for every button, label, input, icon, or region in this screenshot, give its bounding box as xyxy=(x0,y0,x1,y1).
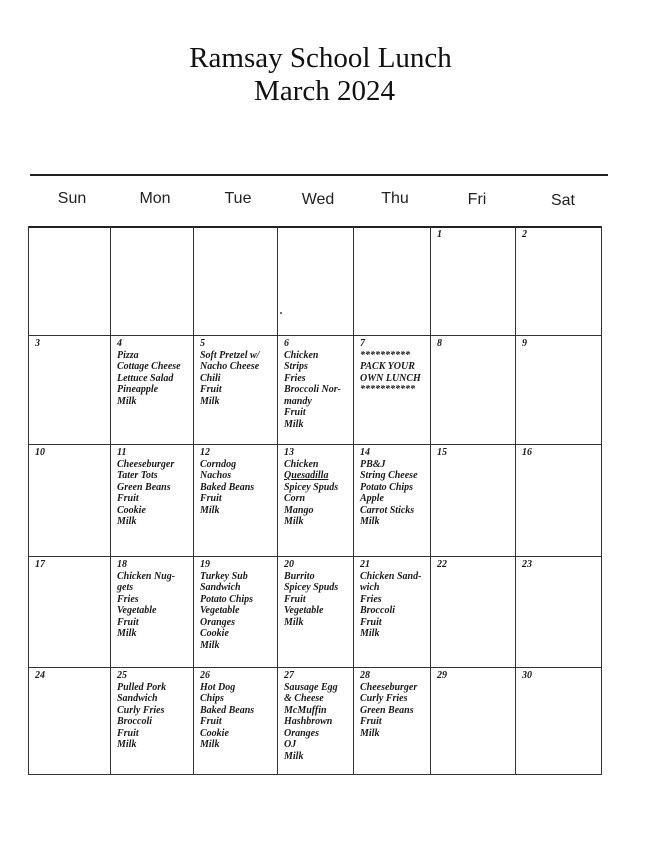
menu-item: Broccoli xyxy=(117,716,152,727)
menu-item: Burrito xyxy=(284,570,315,582)
day-cell xyxy=(522,229,599,241)
day-number: 17 xyxy=(35,559,45,570)
day-number: 5 xyxy=(200,338,205,349)
menu-item: McMuffin xyxy=(284,704,327,716)
menu-item: Chicken Sand- xyxy=(360,570,422,582)
day-number: 18 xyxy=(117,559,127,570)
menu-item: Milk xyxy=(117,395,137,407)
day-cell xyxy=(522,670,599,682)
menu-item: Chicken xyxy=(284,458,319,470)
day-cell xyxy=(200,670,275,751)
menu-item: Chicken xyxy=(284,349,319,361)
menu-item: Fruit xyxy=(117,493,139,504)
page-subtitle: March 2024 xyxy=(254,75,395,107)
menu-item: Pineapple xyxy=(117,384,159,395)
menu-item: Mango xyxy=(284,504,314,516)
menu-item: Turkey Sub xyxy=(200,570,248,582)
day-number: 9 xyxy=(522,338,527,349)
day-number: 4 xyxy=(117,338,122,349)
day-number: 23 xyxy=(522,559,532,570)
menu-item: Fruit xyxy=(117,727,139,739)
weekday-header-tue: Tue xyxy=(224,190,252,207)
menu-item: wich xyxy=(360,582,380,593)
day-number: 3 xyxy=(35,338,40,349)
day-number: 1 xyxy=(437,229,442,240)
menu-item: Cottage Cheese xyxy=(117,361,181,372)
menu-item: Fruit xyxy=(117,616,139,628)
menu-item: Sandwich xyxy=(117,693,158,704)
grid-column-line xyxy=(430,226,431,774)
menu-item: Milk xyxy=(200,395,220,407)
menu-item: Hot Dog xyxy=(200,681,236,693)
day-number: 12 xyxy=(200,447,210,458)
day-cell xyxy=(284,447,351,528)
day-number: 22 xyxy=(437,559,447,570)
day-cell xyxy=(35,559,108,571)
menu-item: Corn xyxy=(284,493,306,504)
menu-item: Milk xyxy=(360,727,380,739)
menu-item: Spicey Spuds xyxy=(284,582,339,593)
day-number: 2 xyxy=(522,229,527,240)
day-number: 10 xyxy=(35,447,45,458)
day-cell xyxy=(200,559,275,651)
menu-item: Fruit xyxy=(284,407,306,418)
menu-item: Sausage Egg xyxy=(284,681,338,693)
menu-item: Vegetable xyxy=(117,605,157,616)
menu-item: Apple xyxy=(360,493,384,504)
menu-item: Milk xyxy=(117,739,137,750)
menu-item: mandy xyxy=(284,395,312,407)
day-number: 28 xyxy=(360,670,370,681)
menu-item: Vegetable xyxy=(200,605,240,616)
day-number: 25 xyxy=(117,670,127,681)
menu-item: Carrot Sticks xyxy=(360,504,415,516)
menu-item: Tater Tots xyxy=(117,470,158,481)
day-number: 13 xyxy=(284,447,294,458)
grid-column-line xyxy=(28,226,29,774)
menu-item: Curly Fries xyxy=(117,704,165,716)
menu-item: Milk xyxy=(200,504,220,516)
day-cell xyxy=(35,447,108,459)
day-cell xyxy=(117,447,191,528)
weekday-header-sun: Sun xyxy=(57,190,87,207)
menu-item: Milk xyxy=(284,750,304,762)
menu-item: Cheeseburger xyxy=(360,681,418,693)
day-number: 8 xyxy=(437,338,442,349)
menu-item: & Cheese xyxy=(284,693,324,704)
menu-item: Oranges xyxy=(284,727,320,739)
menu-item: Milk xyxy=(117,628,137,639)
day-number: 7 xyxy=(360,338,365,349)
menu-item: Milk xyxy=(360,628,380,639)
stray-mark xyxy=(280,312,282,314)
weekday-header-fri: Fri xyxy=(467,191,487,208)
menu-item: Spicey Spuds xyxy=(284,481,339,493)
menu-item: PB&J xyxy=(360,458,386,470)
day-number: 21 xyxy=(360,559,370,570)
day-cell xyxy=(284,670,351,762)
menu-item: Vegetable xyxy=(284,605,324,616)
menu-item: Fruit xyxy=(200,384,222,395)
grid-column-line xyxy=(193,226,194,774)
day-cell xyxy=(200,447,275,516)
menu-item: Baked Beans xyxy=(200,704,255,716)
day-cell xyxy=(437,670,513,682)
menu-item: Cheeseburger xyxy=(117,458,175,470)
menu-item: ********** xyxy=(360,349,410,361)
menu-item: Fruit xyxy=(284,593,306,605)
day-number: 20 xyxy=(284,559,294,570)
day-number: 29 xyxy=(437,670,447,681)
grid-column-line xyxy=(353,226,354,774)
day-cell xyxy=(437,559,513,571)
day-number: 16 xyxy=(522,447,532,458)
grid-column-line xyxy=(110,226,111,774)
day-cell xyxy=(437,338,513,350)
day-number: 30 xyxy=(522,670,532,681)
menu-item: Fries xyxy=(284,372,306,384)
menu-item: Pizza xyxy=(117,349,139,361)
menu-item: OJ xyxy=(284,739,297,750)
menu-item: OWN LUNCH xyxy=(360,372,421,384)
day-cell xyxy=(200,338,275,407)
menu-item: Chili xyxy=(200,372,221,384)
menu-item: Green Beans xyxy=(360,704,414,716)
menu-item: Milk xyxy=(117,516,137,527)
day-cell xyxy=(360,670,428,739)
day-number: 15 xyxy=(437,447,447,458)
menu-item: Milk xyxy=(200,739,220,750)
day-cell xyxy=(437,447,513,459)
grid-column-line xyxy=(277,226,278,774)
day-number: 27 xyxy=(284,670,294,681)
menu-item: gets xyxy=(117,582,134,593)
grid-column-line xyxy=(601,226,602,774)
day-cell xyxy=(360,559,428,640)
day-cell xyxy=(117,338,191,407)
menu-item: Potato Chips xyxy=(200,593,254,605)
menu-item: Baked Beans xyxy=(200,481,255,493)
day-number: 6 xyxy=(284,338,289,349)
menu-item: Curly Fries xyxy=(360,693,408,704)
day-cell xyxy=(360,447,428,528)
menu-item: Milk xyxy=(284,616,304,628)
menu-item: Oranges xyxy=(200,616,236,628)
menu-item: Fruit xyxy=(200,716,222,727)
menu-item: Fries xyxy=(117,593,139,605)
day-number: 19 xyxy=(200,559,210,570)
menu-item: Quesadilla xyxy=(284,470,329,481)
page-title: Ramsay School Lunch xyxy=(189,42,452,74)
menu-item: Pulled Pork xyxy=(117,681,167,693)
menu-item: Strips xyxy=(284,361,308,372)
menu-item: Soft Pretzel w/ xyxy=(200,349,260,361)
menu-item: Milk xyxy=(284,418,304,430)
menu-item: Corndog xyxy=(200,458,237,470)
menu-item: Potato Chips xyxy=(360,481,414,493)
day-cell xyxy=(35,670,108,682)
menu-item: String Cheese xyxy=(360,470,418,481)
menu-item: Chicken Nug- xyxy=(117,570,176,582)
menu-item: Fries xyxy=(360,593,382,605)
menu-item: Milk xyxy=(360,516,380,527)
day-cell xyxy=(284,338,351,430)
weekday-header-mon: Mon xyxy=(139,190,171,207)
day-number: 24 xyxy=(35,670,45,681)
grid-row-line xyxy=(28,774,602,775)
menu-item: Nacho Cheese xyxy=(200,361,260,372)
menu-item: Milk xyxy=(284,516,304,527)
weekday-header-thu: Thu xyxy=(381,190,409,207)
menu-item: Milk xyxy=(200,639,220,651)
day-cell xyxy=(522,338,599,350)
menu-item: Cookie xyxy=(200,727,229,739)
menu-item: Fruit xyxy=(360,616,382,628)
menu-item: Nachos xyxy=(200,470,232,481)
menu-item: Broccoli Nor- xyxy=(284,384,341,395)
weekday-header-wed: Wed xyxy=(301,191,335,208)
menu-item: Fruit xyxy=(200,493,222,504)
menu-item: PACK YOUR xyxy=(360,361,415,372)
day-number: 26 xyxy=(200,670,210,681)
weekday-header-sat: Sat xyxy=(550,192,575,209)
menu-item: Cookie xyxy=(117,504,146,516)
day-cell xyxy=(437,229,513,241)
menu-item: Green Beans xyxy=(117,481,171,493)
day-cell xyxy=(522,559,599,571)
menu-item: Lettuce Salad xyxy=(117,372,174,384)
menu-item: Hashbrown xyxy=(284,716,333,727)
day-cell xyxy=(522,447,599,459)
day-number: 11 xyxy=(117,447,127,458)
day-cell xyxy=(284,559,351,628)
menu-item: Chips xyxy=(200,693,224,704)
menu-item: Cookie xyxy=(200,628,229,639)
day-number: 14 xyxy=(360,447,370,458)
day-cell xyxy=(360,338,428,396)
grid-column-line xyxy=(515,226,516,774)
menu-item: Sandwich xyxy=(200,582,241,593)
day-cell xyxy=(117,559,191,640)
day-cell xyxy=(117,670,191,751)
day-cell xyxy=(35,338,108,350)
menu-item: *********** xyxy=(360,384,415,395)
menu-item: Broccoli xyxy=(360,605,395,616)
menu-item: Fruit xyxy=(360,716,382,727)
